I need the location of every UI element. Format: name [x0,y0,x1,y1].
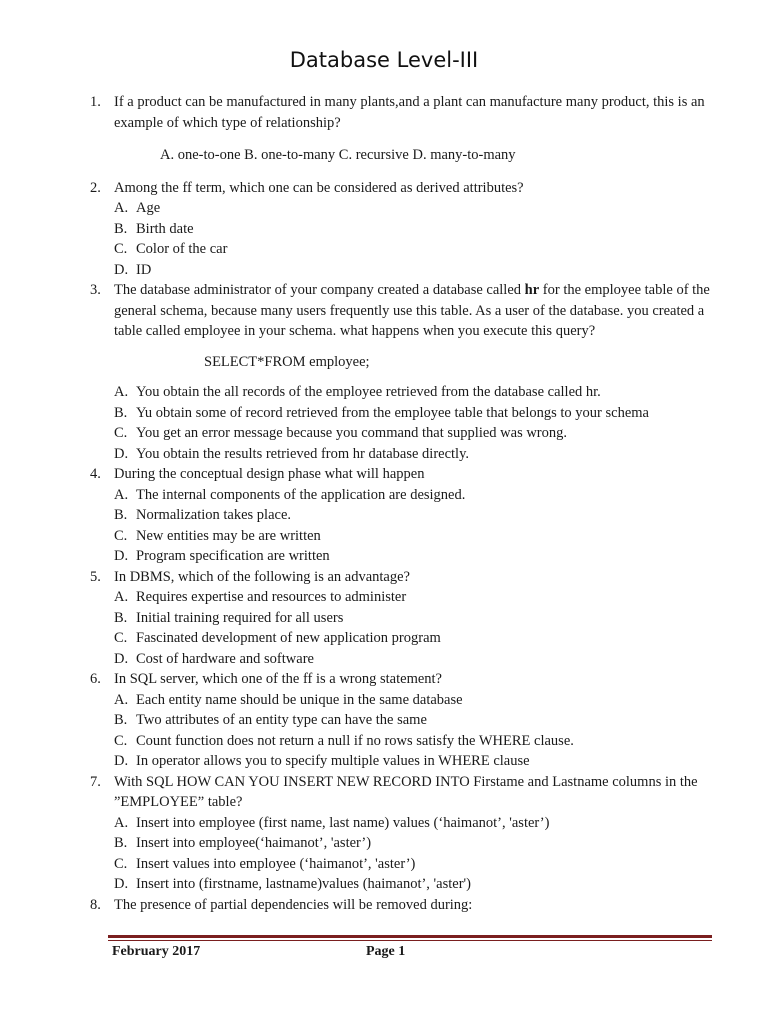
option-d [114,546,730,567]
option-letter: A. [114,200,129,216]
option-text: Insert into employee (first name, last name) values (‘haimanot’, 'aster’) [136,814,550,831]
option-b [114,608,730,629]
question-6 [90,669,730,772]
option-letter: A. [114,384,129,400]
option-b [114,219,730,240]
option-letter: D. [114,876,129,892]
question-number: 6. [90,671,101,687]
option-text: Two attributes of an entity type can have the same [136,712,427,728]
question-7 [90,772,730,895]
question-number: 2. [90,179,101,196]
option-text: Fascinated development of new application program [136,630,441,646]
option-letter: A. [114,691,129,708]
option-text: Color of the car [136,241,228,257]
option-letter: C. [114,855,128,872]
option-list [114,813,730,895]
option-letter: B. [114,220,128,237]
option-a [114,690,730,711]
option-letter: B. [114,609,128,626]
option-text: New entities may be are written [136,527,321,544]
option-a [114,587,730,608]
option-text: Each entity name should be unique in the same database [136,691,463,708]
option-b [114,505,730,526]
option-letter: D. [114,753,129,769]
question-text: In SQL server, which one of the ff is a wrong statement? [114,671,442,687]
option-letter: C. [114,732,128,749]
option-d [114,649,730,670]
option-list [114,485,730,567]
question-text: With SQL HOW CAN YOU INSERT NEW RECORD INTO Firstame and Lastname columns in the ”EMPLOYEE” table? [114,773,698,810]
question-options-inline: A. one-to-one B. one-to-many C. recursive D. many-to-many [160,147,516,163]
option-letter: B. [114,404,128,421]
option-letter: A. [114,486,129,503]
page-title: Database Level-III [289,48,479,72]
option-letter: D. [114,445,129,462]
question-1 [90,92,730,166]
option-text: Yu obtain some of record retrieved from the employee table that belongs to your schema [136,404,649,421]
question-text: In DBMS, which of the following is an advantage? [114,568,410,585]
option-a [114,813,730,834]
option-c [114,526,730,547]
question-number: 8. [90,896,101,913]
option-b [114,833,730,854]
question-text: Among the ff term, which one can be considered as derived attributes? [114,179,524,196]
option-text: The internal components of the application are designed. [136,486,466,503]
option-text: Initial training required for all users [136,609,344,626]
option-list [114,198,730,280]
option-d [114,751,730,772]
option-letter: B. [114,835,128,851]
option-text: Normalization takes place. [136,507,292,523]
question-text-part: for the employee table of the general schema, because many users frequently use this table. As a user of the database. you created a table called employee in your schema. what happens when you execute this query? [114,282,710,339]
option-letter: D. [114,548,129,564]
option-letter: C. [114,630,128,646]
option-text: You obtain the all records of the employee retrieved from the database called hr. [136,384,601,400]
option-text: Count function does not return a null if no rows satisfy the WHERE clause. [136,732,574,749]
option-letter: C. [114,425,128,441]
option-letter: C. [114,527,128,544]
footer-date: February 2017 [112,944,201,959]
question-5 [90,567,730,670]
question-number: 4. [90,466,101,482]
sql-query: SELECT*FROM employee; [204,353,370,370]
question-4 [90,464,730,567]
option-b [114,710,730,731]
option-a [114,382,730,403]
option-c [114,628,730,649]
option-b [114,403,730,424]
option-letter: B. [114,712,128,728]
option-letter: A. [114,589,129,605]
footer-rule [108,935,712,938]
question-text: The presence of partial dependencies will be removed during: [114,896,473,913]
question-text-part: The database administrator of your company created a database called [114,282,525,298]
option-list [114,690,730,772]
option-text: Insert into employee(‘haimanot’, 'aster’) [136,835,372,851]
option-text: You obtain the results retrieved from hr database directly. [136,445,470,462]
option-list [114,382,730,464]
question-8 [90,895,730,916]
option-text: Program specification are written [136,548,330,564]
footer-rule-thin [108,940,712,941]
question-text: During the conceptual design phase what will happen [114,466,425,482]
option-text: Birth date [136,220,194,237]
question-text-bold: hr [524,282,540,298]
option-text: Insert values into employee (‘haimanot’, 'aster’) [136,855,416,872]
option-text: In operator allows you to specify multiple values in WHERE clause [136,753,530,769]
option-d [114,260,730,281]
question-text [114,280,730,342]
question-number: 7. [90,773,101,790]
option-c [114,239,730,260]
option-letter: D. [114,261,129,278]
question-text: If a product can be manufactured in many plants,and a plant can manufacture many product, this is an example of which type of relationship? [114,94,705,131]
option-letter: C. [114,241,128,257]
option-text: Cost of hardware and software [136,650,314,667]
option-d [114,444,730,465]
option-a [114,198,730,219]
option-letter: A. [114,814,129,831]
question-2 [90,178,730,281]
question-number: 5. [90,568,101,585]
option-letter: B. [114,507,128,523]
option-list [114,587,730,669]
option-a [114,485,730,506]
option-d [114,874,730,895]
option-text: Requires expertise and resources to administer [136,589,407,605]
footer-page-number: Page 1 [366,944,406,959]
option-text: You get an error message because you command that supplied was wrong. [136,425,568,441]
option-text: ID [136,261,152,278]
option-text: Insert into (firstname, lastname)values (haimanot’, 'aster') [136,876,471,892]
option-c [114,731,730,752]
question-3 [90,280,730,464]
question-list [90,92,730,915]
question-number: 1. [90,94,101,110]
question-number: 3. [90,282,101,298]
option-c [114,854,730,875]
option-letter: D. [114,650,129,667]
option-c [114,423,730,444]
option-text: Age [136,200,161,216]
